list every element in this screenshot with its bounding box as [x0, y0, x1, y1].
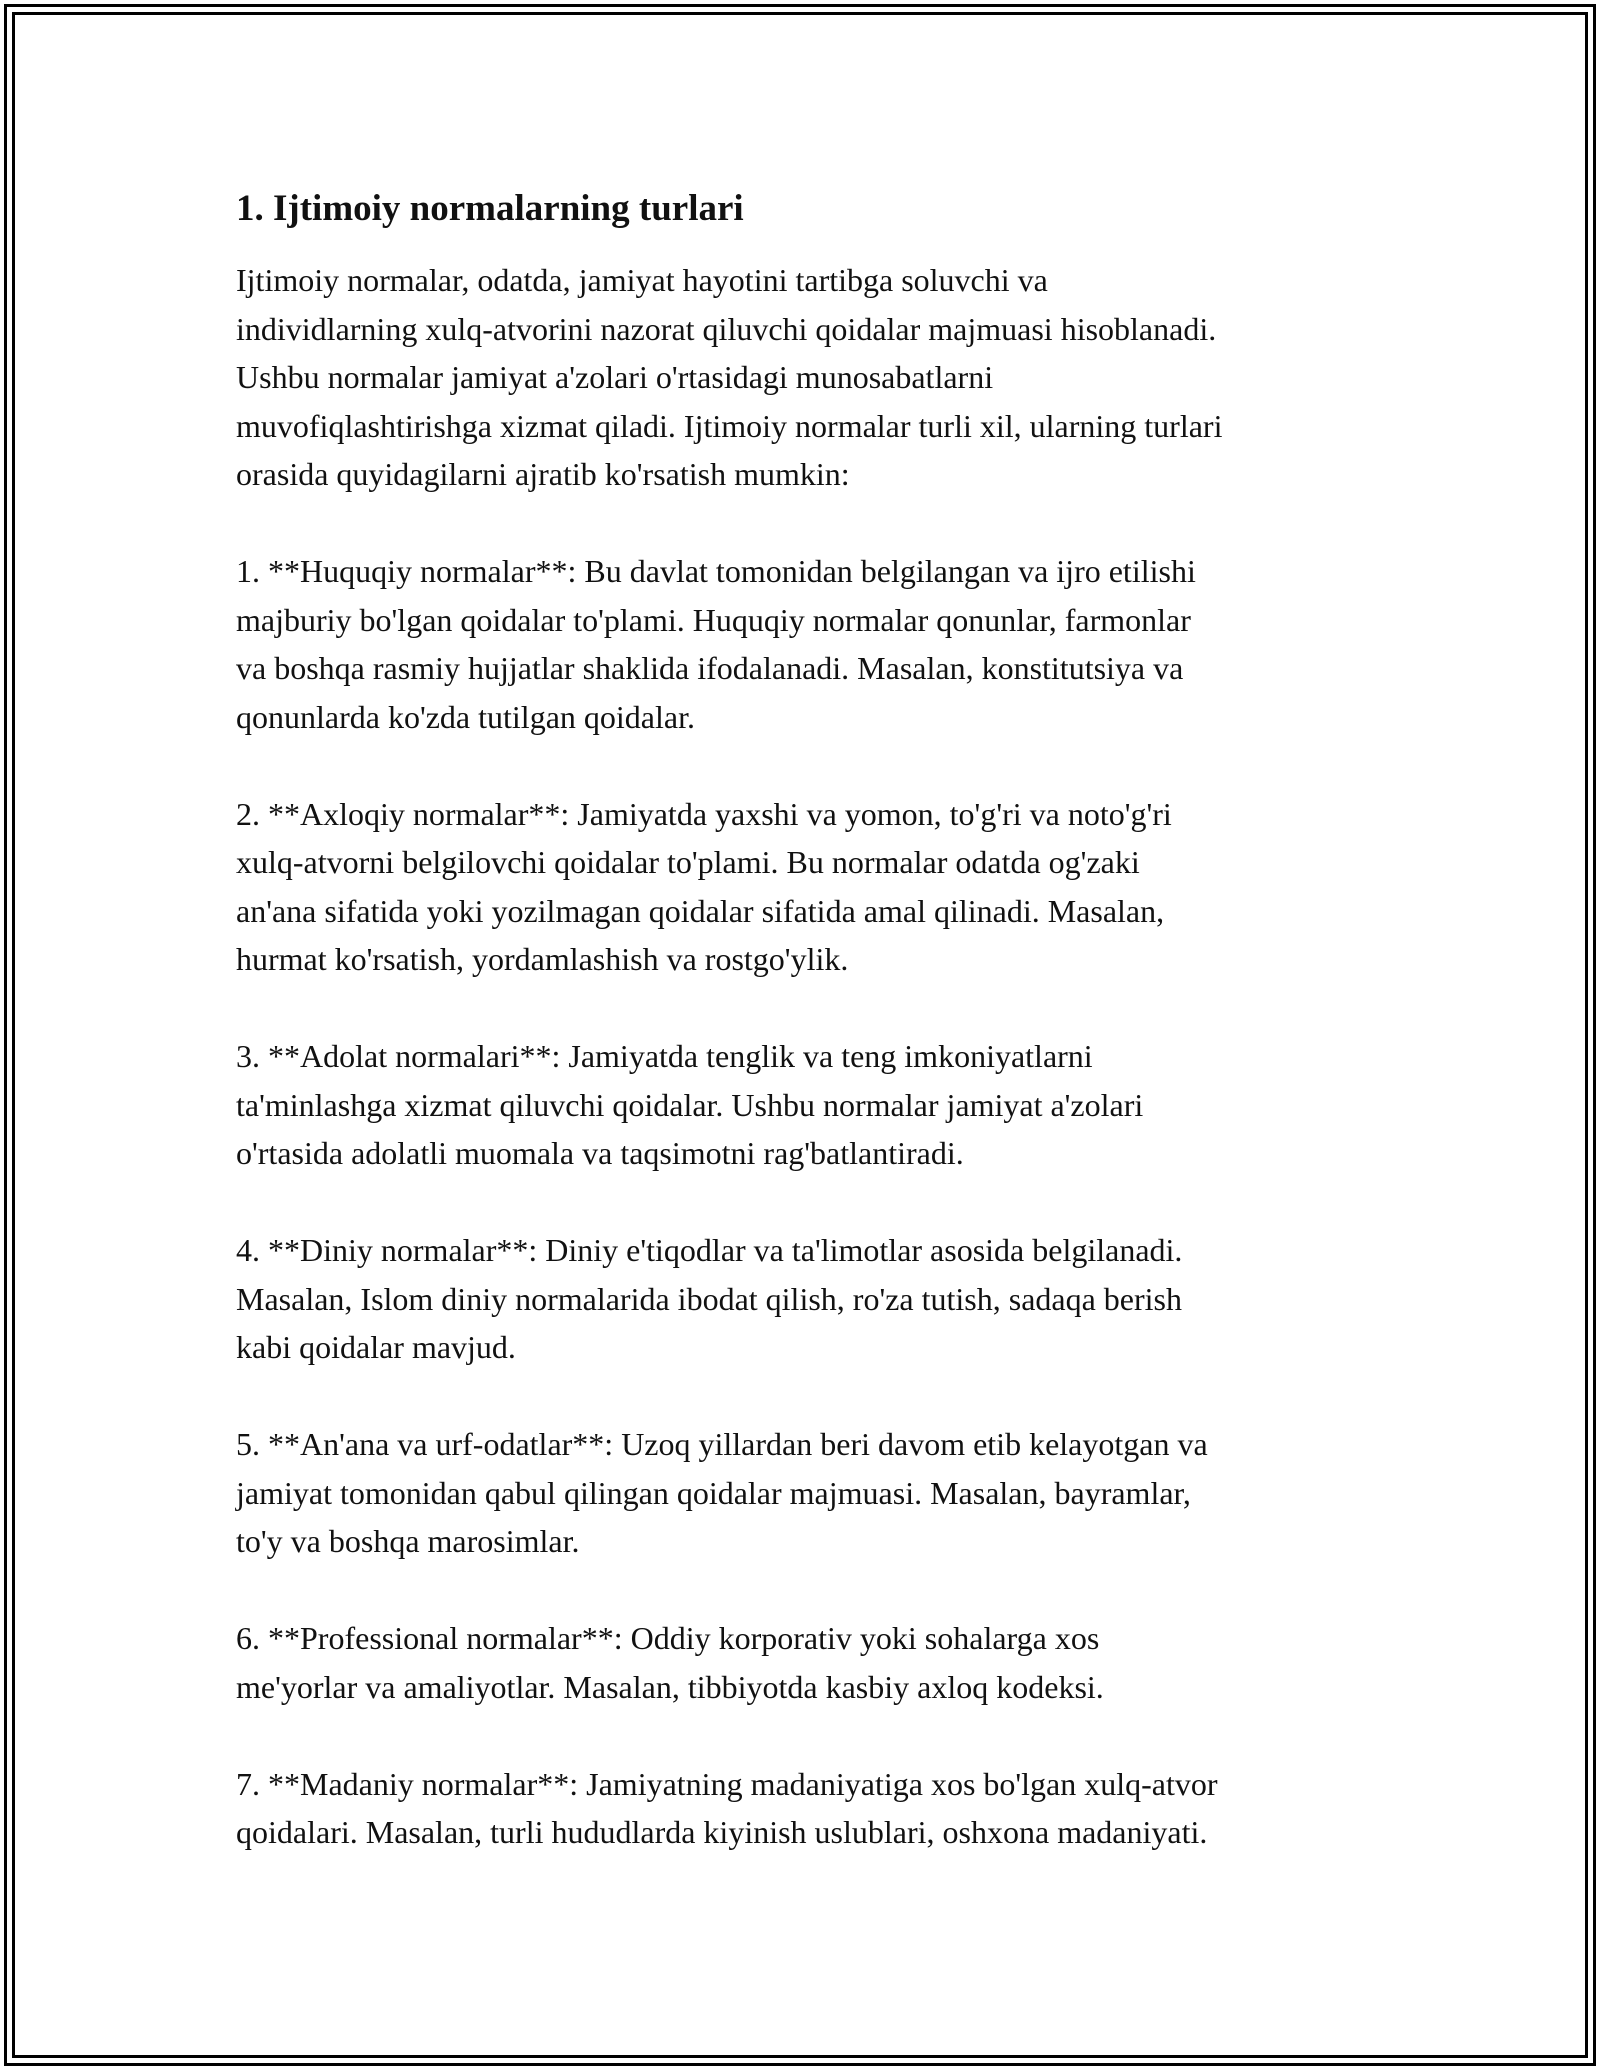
- text-line: 3. **Adolat normalari**: Jamiyatda tenglik va teng imkoniyatlarni: [236, 1038, 1093, 1074]
- text-line: 7. **Madaniy normalar**: Jamiyatning madaniyatiga xos bo'lgan xulq-atvor: [236, 1765, 1218, 1802]
- list-item-paragraph: [236, 1614, 1376, 1711]
- paragraph-list: [236, 256, 1376, 1857]
- text-line: 4. **Diniy normalar**: Diniy e'tiqodlar va ta'limotlar asosida belgilanadi.: [236, 1232, 1183, 1268]
- text-line: individlarning xulq-atvorini nazorat qiluvchi qoidalar majmuasi hisoblanadi.: [236, 310, 1217, 347]
- list-item-paragraph: [236, 1032, 1376, 1178]
- text-line: 6. **Professional normalar**: Oddiy korporativ yoki sohalarga xos: [236, 1620, 1100, 1656]
- text-line: ta'minlashga xizmat qiluvchi qoidalar. Ushbu normalar jamiyat a'zolari: [236, 1086, 1144, 1123]
- list-item-paragraph: [236, 547, 1376, 741]
- text-line: kabi qoidalar mavjud.: [236, 1329, 516, 1365]
- text-line: Ushbu normalar jamiyat a'zolari o'rtasidagi munosabatlarni: [236, 359, 994, 395]
- text-line: Masalan, Islom diniy normalarida ibodat qilish, ro'za tutish, sadaqa berish: [236, 1280, 1182, 1317]
- text-line: xulq-atvorni belgilovchi qoidalar to'plami. Bu normalar odatda og'zaki: [236, 844, 1140, 880]
- text-line: an'ana sifatida yoki yozilmagan qoidalar sifatida amal qilinadi. Masalan,: [236, 892, 1165, 929]
- document-title: 1. Ijtimoiy normalarning turlari: [236, 188, 744, 229]
- text-line: muvofiqlashtirishga xizmat qiladi. Ijtimoiy normalar turli xil, ularning turlari: [236, 407, 1223, 444]
- text-line: qoidalari. Masalan, turli hududlarda kiyinish uslublari, oshxona madaniyati.: [236, 1814, 1208, 1850]
- list-item-paragraph: [236, 1760, 1376, 1857]
- text-line: 1. **Huquqiy normalar**: Bu davlat tomonidan belgilangan va ijro etilishi: [236, 553, 1196, 589]
- text-line: hurmat ko'rsatish, yordamlashish va rostgo'ylik.: [236, 941, 849, 977]
- text-line: to'y va boshqa marosimlar.: [236, 1523, 580, 1559]
- text-line: jamiyat tomonidan qabul qilingan qoidalar majmuasi. Masalan, bayramlar,: [236, 1474, 1191, 1511]
- list-item-paragraph: [236, 1420, 1376, 1566]
- text-line: o'rtasida adolatli muomala va taqsimotni rag'batlantiradi.: [236, 1135, 964, 1171]
- text-line: va boshqa rasmiy hujjatlar shaklida ifodalanadi. Masalan, konstitutsiya va: [236, 650, 1184, 686]
- text-line: 5. **An'ana va urf-odatlar**: Uzoq yillardan beri davom etib kelayotgan va: [236, 1426, 1208, 1462]
- intro-paragraph: [236, 256, 1376, 499]
- text-line: majburiy bo'lgan qoidalar to'plami. Huquqiy normalar qonunlar, farmonlar: [236, 601, 1191, 638]
- list-item-paragraph: [236, 790, 1376, 984]
- list-item-paragraph: [236, 1226, 1376, 1372]
- text-line: qonunlarda ko'zda tutilgan qoidalar.: [236, 698, 695, 735]
- text-line: 2. **Axloqiy normalar**: Jamiyatda yaxshi va yomon, to'g'ri va noto'g'ri: [236, 795, 1172, 832]
- text-line: me'yorlar va amaliyotlar. Masalan, tibbiyotda kasbiy axloq kodeksi.: [236, 1668, 1104, 1705]
- text-line: Ijtimoiy normalar, odatda, jamiyat hayotini tartibga soluvchi va: [236, 262, 1048, 298]
- document-body: [236, 186, 1376, 1905]
- text-line: orasida quyidagilarni ajratib ko'rsatish mumkin:: [236, 456, 850, 492]
